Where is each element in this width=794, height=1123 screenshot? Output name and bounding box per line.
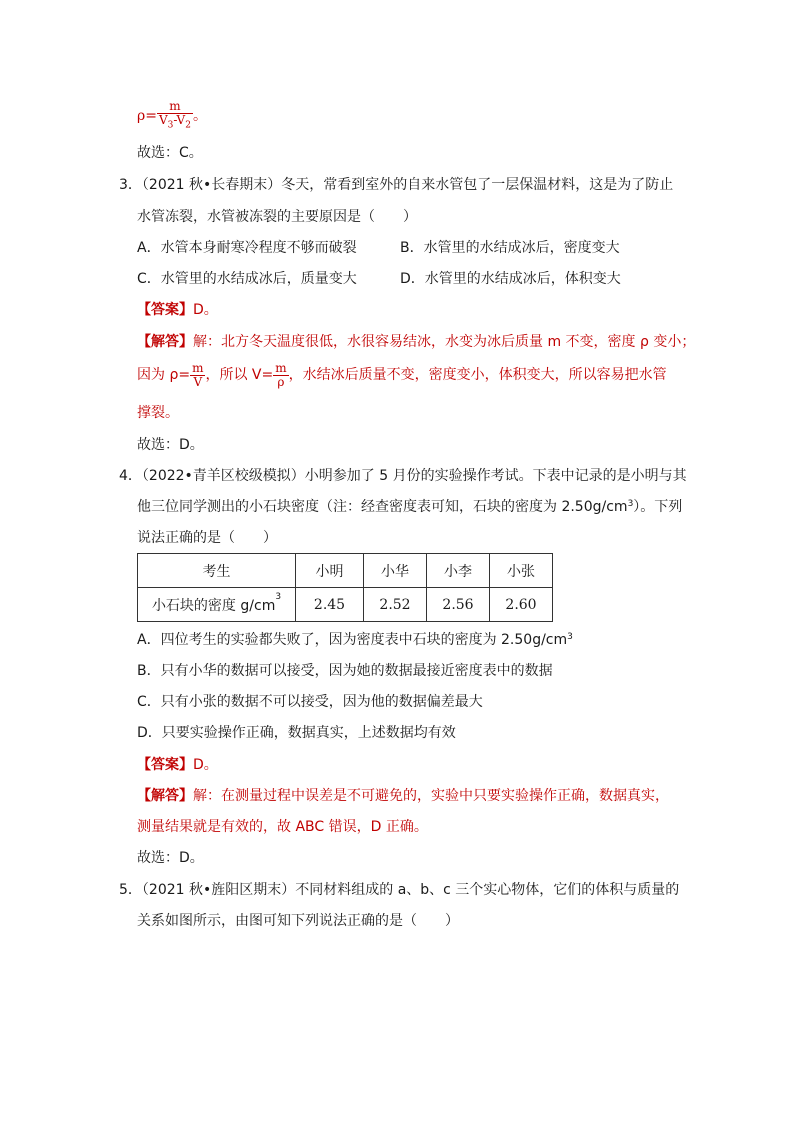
q3-analysis-line1 xyxy=(137,332,695,352)
table-header-cell: 小李 xyxy=(427,554,490,588)
q3-analysis-text1: 解：北方冬天温度很低，水很容易结冰，水变为冰后质量 m 不变，密度 ρ 变小； xyxy=(193,334,696,350)
fraction-denominator xyxy=(157,114,193,132)
q3-analysis-l2-a: 因为 ρ= xyxy=(137,367,191,383)
q4-line2-b: ）。下列 xyxy=(633,499,683,515)
formula-density xyxy=(137,100,207,132)
q4-analysis-line2: 测量结果就是有效的，故 ABC 错误，D 正确。 xyxy=(137,819,428,835)
den-minus-v: -V xyxy=(173,113,186,127)
q3-option-d: D．水管里的水结成冰后，体积变大 xyxy=(400,271,621,287)
q4-option-a-sup: 3 xyxy=(567,632,573,642)
q4-analysis-label: 【解答】 xyxy=(137,788,193,804)
den-sub2: 2 xyxy=(185,120,191,131)
table-row xyxy=(138,588,553,622)
frac1-num: m xyxy=(192,360,204,375)
q4-answer xyxy=(137,755,218,775)
q3-option-c: C．水管里的水结成冰后，质量变大 xyxy=(137,271,357,287)
q3-stem-line1: 3．（2021 秋•长春期末）冬天，常看到室外的自来水管包了一层保温材料，这是为了防止 xyxy=(119,177,674,193)
q3-analysis-label: 【解答】 xyxy=(137,334,193,350)
row-label-sup: 3 xyxy=(275,591,282,602)
q4-analysis-line1 xyxy=(137,786,669,806)
q4-answer-label: 【答案】 xyxy=(137,757,193,773)
q3-choose: 故选：D。 xyxy=(137,437,204,453)
table-cell: 2.52 xyxy=(364,588,427,622)
q5-stem-line2: 关系如图所示，由图可知下列说法正确的是（ ） xyxy=(137,913,459,929)
q4-stem-line1: 4．（2022•青羊区校级模拟）小明参加了 5 月份的实验操作考试。下表中记录的是小明与其 xyxy=(119,468,687,484)
formula-end: 。 xyxy=(192,108,207,125)
q3-stem-line2: 水管冻裂，水管被冻裂的主要原因是（ ） xyxy=(137,209,417,225)
formula-rho: ρ= xyxy=(137,108,157,125)
den-v3: V xyxy=(158,113,168,127)
q3-fraction-m-over-v xyxy=(190,362,205,389)
q3-fraction-m-over-rho xyxy=(273,362,288,389)
q3-answer-value: D。 xyxy=(193,302,218,318)
q3-analysis-l2-c: ，水结冰后质量不变，密度变小，体积变大，所以容易把水管 xyxy=(288,367,667,383)
table-cell: 2.56 xyxy=(427,588,490,622)
table-header-cell: 小张 xyxy=(490,554,553,588)
q4-option-c: C．只有小张的数据不可以接受，因为他的数据偏差最大 xyxy=(137,694,483,710)
q4-answer-value: D。 xyxy=(193,757,218,773)
table-header-cell: 小华 xyxy=(364,554,427,588)
q3-analysis-l2-b: ，所以 V= xyxy=(205,367,274,383)
q4-line2-sup: 3 xyxy=(627,499,634,509)
den-sub3: 3 xyxy=(167,120,174,131)
density-table xyxy=(137,553,553,622)
table-header-cell: 小明 xyxy=(296,554,364,588)
formula-fraction xyxy=(157,100,193,132)
q3-option-b: B．水管里的水结成冰后，密度变大 xyxy=(400,240,620,256)
q4-option-a xyxy=(137,630,573,650)
q4-option-b: B．只有小华的数据可以接受，因为她的数据最接近密度表中的数据 xyxy=(137,663,553,679)
q4-stem-line2 xyxy=(137,497,682,517)
q4-stem-line3: 说法正确的是（ ） xyxy=(137,530,277,546)
q4-analysis-text1: 解：在测量过程中误差是不可避免的，实验中只要实验操作正确，数据真实， xyxy=(193,788,669,804)
table-row-label xyxy=(138,588,296,622)
q3-answer xyxy=(137,300,218,320)
frac2-num: m xyxy=(275,360,287,375)
table-header-row xyxy=(138,554,553,588)
table-cell: 2.60 xyxy=(490,588,553,622)
row-label-text: 小石块的密度 g/cm xyxy=(151,597,276,614)
table-cell: 2.45 xyxy=(296,588,364,622)
q3-analysis-line2 xyxy=(137,360,667,390)
frac2-den: ρ xyxy=(277,374,285,389)
table-header-cell: 考生 xyxy=(138,554,296,588)
q4-line2-a: 他三位同学测出的小石块密度（注：经查密度表可知，石块的密度为 2.50g/cm xyxy=(137,499,628,515)
q4-option-a-text: A．四位考生的实验都失败了，因为密度表中石块的密度为 2.50g/cm xyxy=(137,632,568,648)
q5-stem-line1: 5．（2021 秋•旌阳区期末）不同材料组成的 a、b、c 三个实心物体，它们的体积与质量的 xyxy=(119,882,680,898)
q4-choose: 故选：D。 xyxy=(137,850,204,866)
fraction-numerator: m xyxy=(157,100,193,114)
q4-option-d: D．只要实验操作正确，数据真实，上述数据均有效 xyxy=(137,725,456,741)
q3-analysis-line3: 撑裂。 xyxy=(137,405,179,421)
top-choose: 故选：C。 xyxy=(137,145,203,161)
q3-option-a: A．水管本身耐寒冷程度不够而破裂 xyxy=(137,240,357,256)
frac1-den: V xyxy=(193,374,203,389)
q3-answer-label: 【答案】 xyxy=(137,302,193,318)
